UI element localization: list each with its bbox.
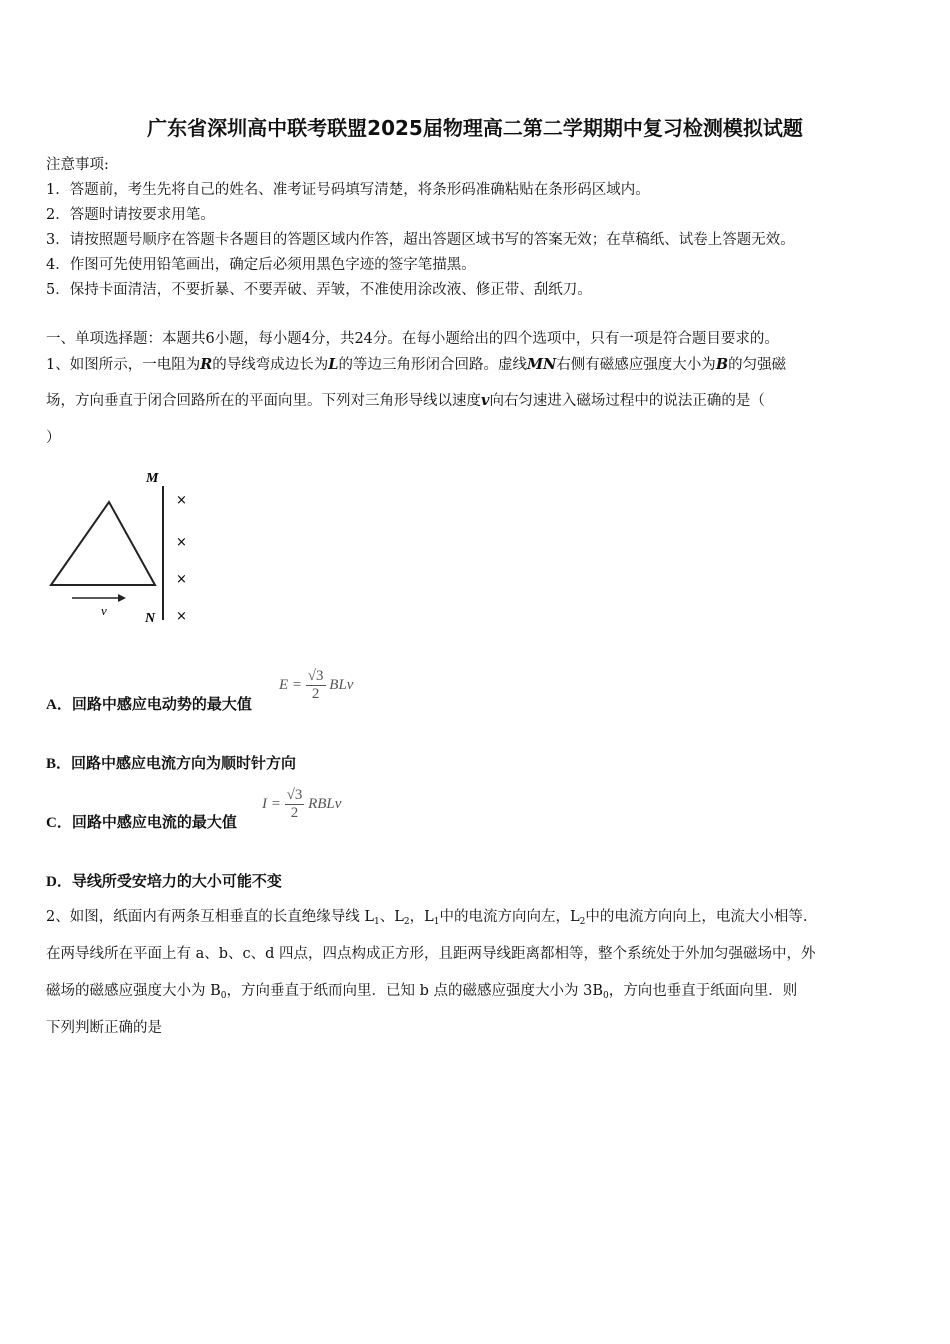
field-cross-1: × [176,493,187,508]
option-b: B．回路中感应电流方向为顺时针方向 [46,754,297,772]
question-2-line-4: 下列判断正确的是 [46,1020,162,1036]
question-2-line-3: 磁场的磁感应强度大小为 $B_0$，方向垂直于纸而向里．已知 b 点的磁感应强度大小为 $3B_0$，方向也垂直于纸面向里．则 [46,983,798,1001]
notice-item-1: 1．答题前，考生先将自己的姓名、准考证号码填写清楚，将条形码准确粘贴在条形码区域内。 [46,182,650,198]
question-2-line-2: 在两导线所在平面上有 a、b、c、d 四点，四点构成正方形，且距两导线距离都相等，整个系统处于外加匀强磁场中，外 [46,946,816,962]
notice-item-4: 4．作图可先使用铅笔画出，确定后必须用黑色字迹的签字笔描黑。 [46,257,476,273]
section-heading: 一、单项选择题：本题共6小题，每小题4分，共24分。在每小题给出的四个选项中，只有一项是符合题目要求的。 [46,331,779,347]
formula-c: I = $\frac{√3}{2}$ RBLv [262,787,342,821]
question-1-line-3: ） [46,430,61,446]
label-n: N [145,611,156,626]
notice-item-5: 5．保持卡面清洁，不要折暴、不要弄破、弄皱，不准使用涂改液、修正带、刮纸刀。 [46,282,592,298]
triangle-loop [51,502,155,585]
option-d: D．导线所受安培力的大小可能不变 [46,872,282,890]
notice-item-3: 3．请按照题号顺序在答题卡各题目的答题区域内作答，超出答题区域书写的答案无效；在草稿纸、试卷上答题无效。 [46,232,795,248]
option-a: A．回路中感应电动势的最大值 [46,695,252,713]
label-v: v [101,603,107,618]
label-m: M [146,471,159,486]
field-cross-3: × [176,572,187,587]
question-1-line-1: 1、如图所示，一电阻为R的导线弯成边长为L的等边三角形闭合回路。虚线MN右侧有磁感应强度大小为B的匀强磁 [46,356,787,373]
notice-heading: 注意事项: [46,157,109,173]
question-2-line-1: 2、如图，纸面内有两条互相垂直的长直绝缘导线 $L_1$、$L_2$，$L_1$中的电流方向向左，$L_2$中的电流方向向上，电流大小相等. [46,909,808,927]
velocity-arrowhead [118,594,126,602]
notice-item-2: 2．答题时请按要求用笔。 [46,207,215,223]
field-cross-2: × [176,535,187,550]
option-c: C．回路中感应电流的最大值 [46,813,237,831]
formula-a: E = $\frac{√3}{2}$ BLv [279,668,354,702]
page-title: 广东省深圳高中联考联盟2025届物理高二第二学期期中复习检测模拟试题 [147,116,803,140]
question-1-line-2: 场，方向垂直于闭合回路所在的平面向里。下列对三角形导线以速度v向右匀速进入磁场过程中的说法正确的是（ [46,392,765,409]
field-cross-4: × [176,609,187,624]
triangle-magnetic-field-figure [44,458,204,628]
